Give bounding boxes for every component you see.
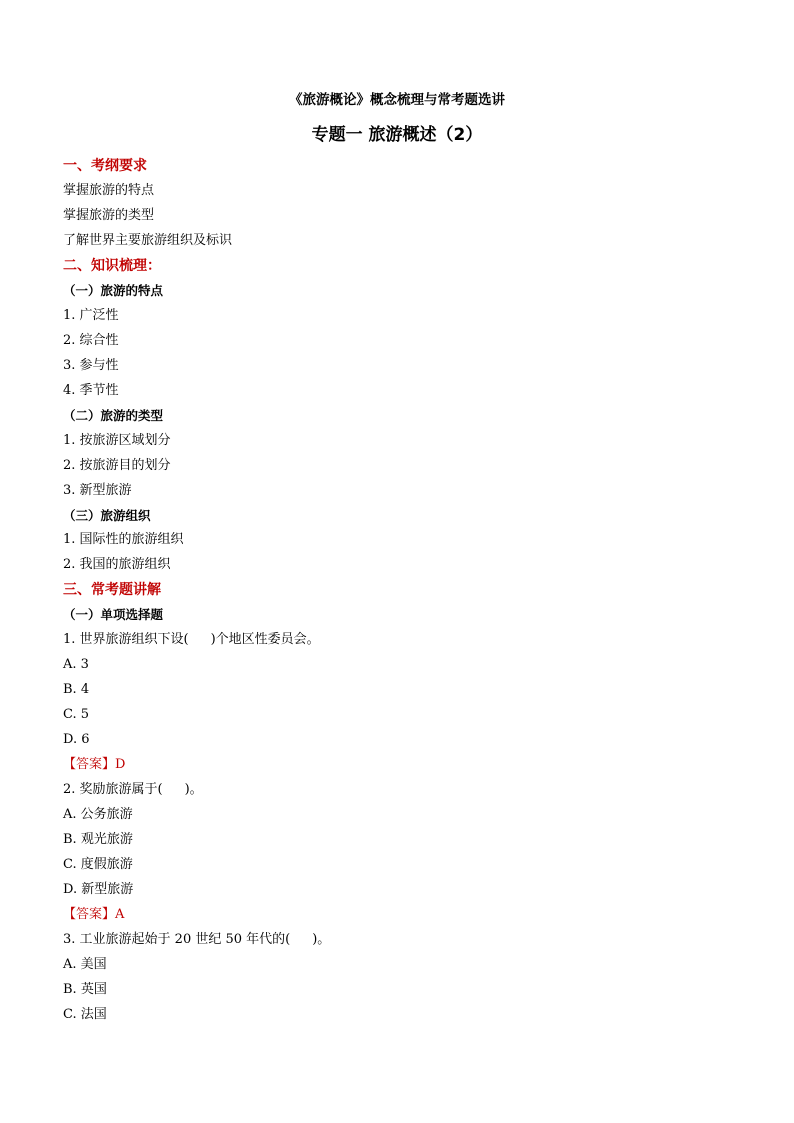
list-item: 2. 综合性 xyxy=(63,333,119,348)
option: C. 5 xyxy=(63,707,90,722)
question-stem-after: )个地区性委员会。 xyxy=(210,632,320,647)
list-item: 1. 按旅游区域划分 xyxy=(63,433,171,448)
list-item: 1. 国际性的旅游组织 xyxy=(63,532,184,547)
option: B. 英国 xyxy=(63,982,107,997)
question-stem-before: 3. 工业旅游起始于 20 世纪 50 年代的( xyxy=(63,932,291,947)
list-item: 3. 参与性 xyxy=(63,358,119,373)
document-title: 《旅游概论》概念梳理与常考题选讲 xyxy=(289,92,505,108)
question-stem xyxy=(63,932,330,948)
question-stem xyxy=(63,782,203,798)
list-item: 1. 广泛性 xyxy=(63,308,119,323)
answer-value: A xyxy=(115,907,125,922)
list-item: 4. 季节性 xyxy=(63,383,119,398)
option: A. 美国 xyxy=(63,957,107,972)
syllabus-item: 掌握旅游的特点 xyxy=(63,183,155,198)
option: C. 法国 xyxy=(63,1007,107,1022)
answer-line xyxy=(63,757,125,773)
question-stem-after: )。 xyxy=(312,932,331,947)
section-heading-syllabus: 一、考纲要求 xyxy=(63,158,147,174)
subsection-title: （一）单项选择题 xyxy=(63,607,164,622)
subsection-title: （二）旅游的类型 xyxy=(63,408,164,423)
answer-line xyxy=(63,907,124,923)
option: B. 4 xyxy=(63,682,90,697)
subsection-title: （三）旅游组织 xyxy=(63,508,151,523)
syllabus-item: 了解世界主要旅游组织及标识 xyxy=(63,233,233,248)
section-heading-exam-questions: 三、常考题讲解 xyxy=(63,582,161,598)
subsection-title: （一）旅游的特点 xyxy=(63,283,164,298)
list-item: 3. 新型旅游 xyxy=(63,483,132,498)
option: B. 观光旅游 xyxy=(63,832,133,847)
document-subtitle: 专题一 旅游概述（2） xyxy=(311,125,483,145)
list-item: 2. 按旅游目的划分 xyxy=(63,458,171,473)
question-stem xyxy=(63,632,320,648)
question-stem-before: 1. 世界旅游组织下设( xyxy=(63,632,189,647)
answer-label: 【答案】 xyxy=(63,907,116,922)
syllabus-item: 掌握旅游的类型 xyxy=(63,208,155,223)
option: D. 新型旅游 xyxy=(63,882,134,897)
option: A. 3 xyxy=(63,657,89,672)
list-item: 2. 我国的旅游组织 xyxy=(63,557,171,572)
question-stem-before: 2. 奖励旅游属于( xyxy=(63,782,163,797)
question-stem-after: )。 xyxy=(184,782,203,797)
option: D. 6 xyxy=(63,732,90,747)
answer-value: D xyxy=(115,757,126,772)
answer-label: 【答案】 xyxy=(63,757,116,772)
option: C. 度假旅游 xyxy=(63,857,133,872)
section-heading-knowledge: 二、知识梳理： xyxy=(63,258,161,274)
option: A. 公务旅游 xyxy=(63,807,133,822)
